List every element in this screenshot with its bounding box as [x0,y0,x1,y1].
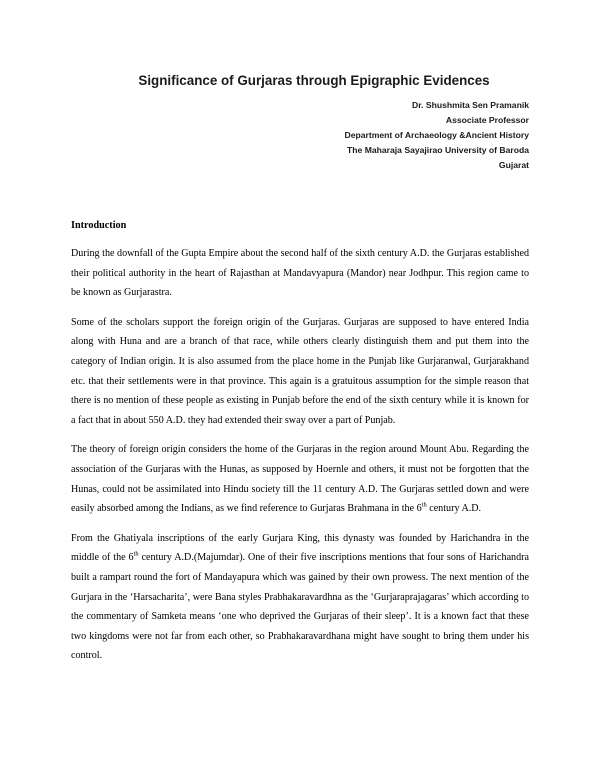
paragraph-3 [71,440,529,518]
paragraph-4-superscript: th [133,550,139,558]
paragraph-4-text-b: century A.D.(Majumdar). One of their five inscriptions mentions that four sons of Harichandra built a rampart round the fort of Mandayapura which was gained by their own prowess. The next mention of the Gurjara in the ‘Harsacharita’, were Bana styles Prabhakaravardhna as the ‘Gurjaraprajagaras’ which according to the commentary of Samketa means ‘one who deprived the Gurjaras of their sleep’. It is a known fact that these two kingdoms were not far from each other, so Prabhakaravardhana might have sought to bring them under his control. [71,552,529,662]
author-state: Gujarat [498,160,529,170]
paragraph-2: Some of the scholars support the foreign origin of the Gurjaras. Gurjaras are supposed to have entered India along with Huna and are a branch of that race, while others clearly distinguish them and put them into the category of Indian origin. It is also assumed from the place home in the Punjab like Gurjaranwal, Gurjarakhand etc. that their settlements were in that province. This again is a gratuitous assumption for the simple reason that there is no mention of these people as existing in Punjab before the end of the sixth century while it is known for a fact that in about 550 A.D. they had extended their sway over a part of Punjab. [71,316,529,426]
paragraph-3-superscript: th [421,501,427,509]
paragraph-3-text-a: The theory of foreign origin considers the home of the Gurjaras in the region around Mount Abu. Regarding the association of the Gurjaras with the Hunas, as supposed by Hoernle and others, it must not be forgotten that the Hunas, could not be assimilated into Hindu society till the 11 century A.D. The Gurjaras settled down and were easily absorbed among the Indians, as we find reference to Gurjaras Brahmana in the 6 [71,444,529,515]
paragraph-1: During the downfall of the Gupta Empire about the second half of the sixth century A.D. the Gurjaras established their political authority in the heart of Rajasthan at Mandavyapura (Mandor) near Jodhpur. This region came to be known as Gurjarastra. [71,248,529,299]
section-heading-introduction: Introduction [71,220,127,231]
author-position: Associate Professor [445,115,529,125]
author-block [71,98,529,173]
paragraph-4 [71,529,529,666]
paper-title: Significance of Gurjaras through Epigraphic Evidences [138,73,490,88]
paragraph-3-text-b: century A.D. [426,503,482,515]
paragraph-4-text-a: From the Ghatiyala inscriptions of the early Gurjara King, this dynasty was founded by Harichandra in the middle of the 6 [71,532,529,564]
author-department: Department of Archaeology &Ancient History [344,130,529,140]
author-name: Dr. Shushmita Sen Pramanik [411,100,529,110]
author-university: The Maharaja Sayajirao University of Baroda [347,145,529,155]
